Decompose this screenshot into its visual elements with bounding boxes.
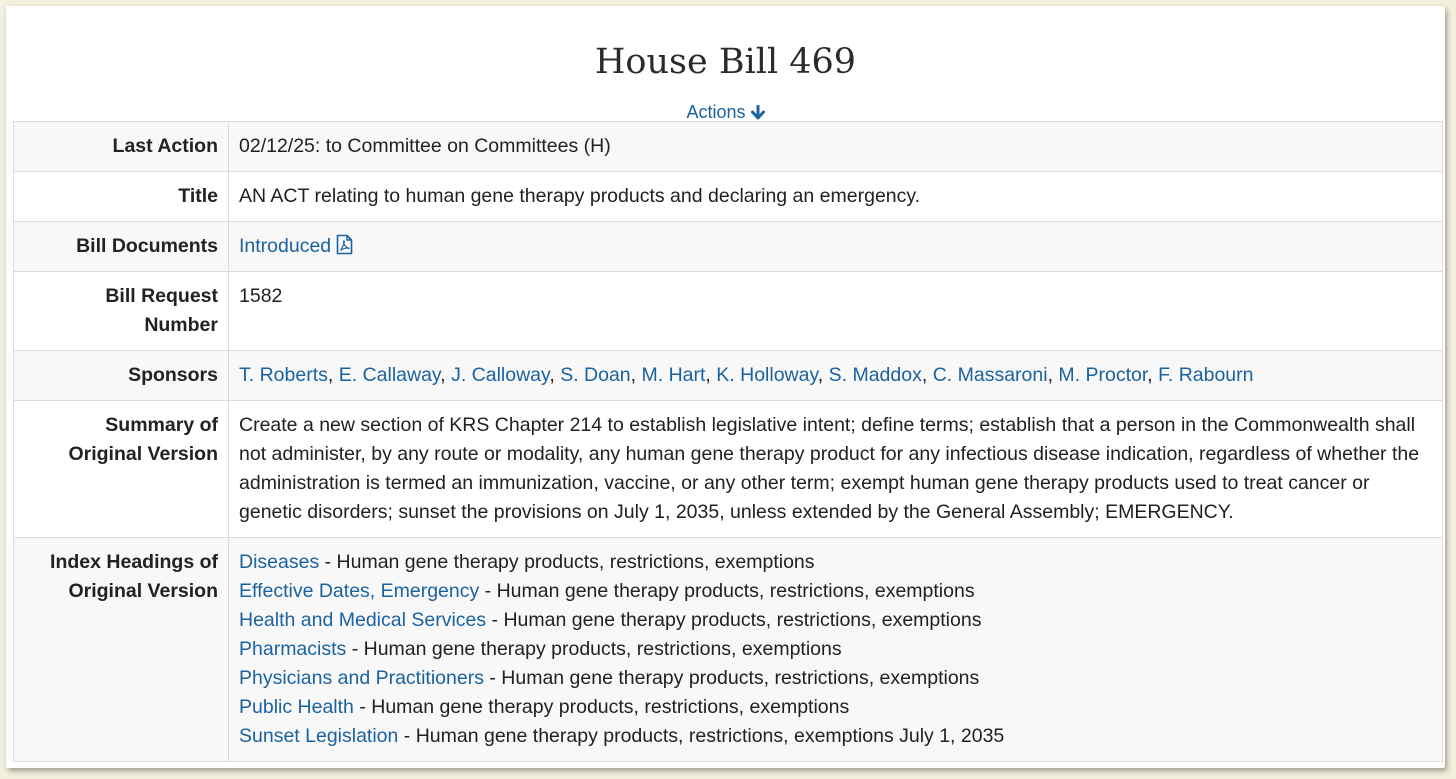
index-heading-description: - Human gene therapy products, restrictions, exemptions [483,667,980,689]
index-heading-link[interactable]: Diseases [239,551,320,573]
bill-card [6,6,1445,768]
index-heading-item [239,693,1432,722]
bill-documents-value [229,222,1443,272]
actions-toggle[interactable] [6,102,1445,123]
arrow-down-icon [751,105,765,120]
sponsor-link[interactable]: F. Rabourn [1158,364,1254,386]
sponsor-link[interactable]: K. Holloway [716,364,818,386]
index-heading-link[interactable]: Public Health [239,696,354,718]
page-title: House Bill 469 [594,42,857,82]
index-heading-link[interactable]: Physicians and Practitioners [239,667,484,689]
sponsor-link[interactable]: M. Hart [641,364,706,386]
title-label: Title [14,172,229,222]
title-value: AN ACT relating to human gene therapy products and declaring an emergency. [229,172,1443,222]
sponsor-separator: , [327,364,339,386]
index-headings-list [229,538,1443,762]
sponsor-link[interactable]: C. Massaroni [932,364,1048,386]
index-heading-description: - Human gene therapy products, restrictions, exemptions July 1, 2035 [398,725,1005,747]
sponsor-separator: , [705,364,717,386]
sponsors-list [229,351,1443,401]
sponsor-link[interactable]: T. Roberts [239,364,328,386]
sponsor-separator: , [1147,364,1159,386]
summary-label: Summary of Original Version [14,401,229,538]
last-action-label: Last Action [14,122,229,172]
index-headings-label: Index Headings of Original Version [14,538,229,762]
index-heading-description: - Human gene therapy products, restrictions, exemptions [486,609,982,631]
index-heading-item [239,577,1432,606]
row-bill-request-number [14,272,1443,351]
sponsor-separator: , [630,364,642,386]
row-bill-documents [14,222,1443,272]
introduced-link[interactable] [239,235,353,257]
index-heading-item [239,635,1432,664]
actions-label: Actions [686,102,746,122]
sponsor-separator: , [549,364,561,386]
index-heading-description: - Human gene therapy products, restrictions, exemptions [319,551,815,573]
index-heading-item [239,548,1432,577]
index-heading-link[interactable]: Pharmacists [239,638,347,660]
index-heading-link[interactable]: Effective Dates, Emergency [239,580,480,602]
index-heading-description: - Human gene therapy products, restrictions, exemptions [353,696,850,718]
sponsor-separator: , [817,364,829,386]
index-heading-item [239,664,1432,693]
index-heading-description: - Human gene therapy products, restrictions, exemptions [479,580,975,602]
bill-request-label: Bill Request Number [14,272,229,351]
sponsor-separator: , [1047,364,1059,386]
index-heading-item [239,606,1432,635]
bill-documents-label: Bill Documents [14,222,229,272]
bill-request-value: 1582 [229,272,1443,351]
sponsor-link[interactable]: S. Doan [560,364,631,386]
last-action-value: 02/12/25: to Committee on Committees (H) [229,122,1443,172]
sponsor-separator: , [921,364,933,386]
row-last-action [14,122,1443,172]
row-summary [14,401,1443,538]
index-heading-description: - Human gene therapy products, restrictions, exemptions [346,638,842,660]
row-sponsors [14,351,1443,401]
pdf-icon [336,234,353,255]
index-heading-link[interactable]: Sunset Legislation [239,725,399,747]
row-title [14,172,1443,222]
row-index-headings [14,538,1443,762]
sponsor-separator: , [440,364,452,386]
index-heading-link[interactable]: Health and Medical Services [239,609,487,631]
sponsor-link[interactable]: J. Calloway [451,364,550,386]
sponsors-label: Sponsors [14,351,229,401]
sponsor-link[interactable]: S. Maddox [828,364,922,386]
bill-info-table [13,121,1443,762]
index-heading-item [239,722,1432,751]
introduced-link-text: Introduced [239,235,332,257]
sponsor-link[interactable]: E. Callaway [338,364,441,386]
sponsor-link[interactable]: M. Proctor [1058,364,1148,386]
summary-value: Create a new section of KRS Chapter 214 to establish legislative intent; define terms; establish that a person in the Commonwealth shall not administer, by any route or modality, any human gene therapy product for any infectious disease indication, regardless of whether the administration is termed an immunization, vaccine, or any other term; exempt human gene therapy products used to treat cancer or genetic disorders; sunset the provisions on July 1, 2035, unless extended by the General Assembly; EMERGENCY. [229,401,1443,538]
